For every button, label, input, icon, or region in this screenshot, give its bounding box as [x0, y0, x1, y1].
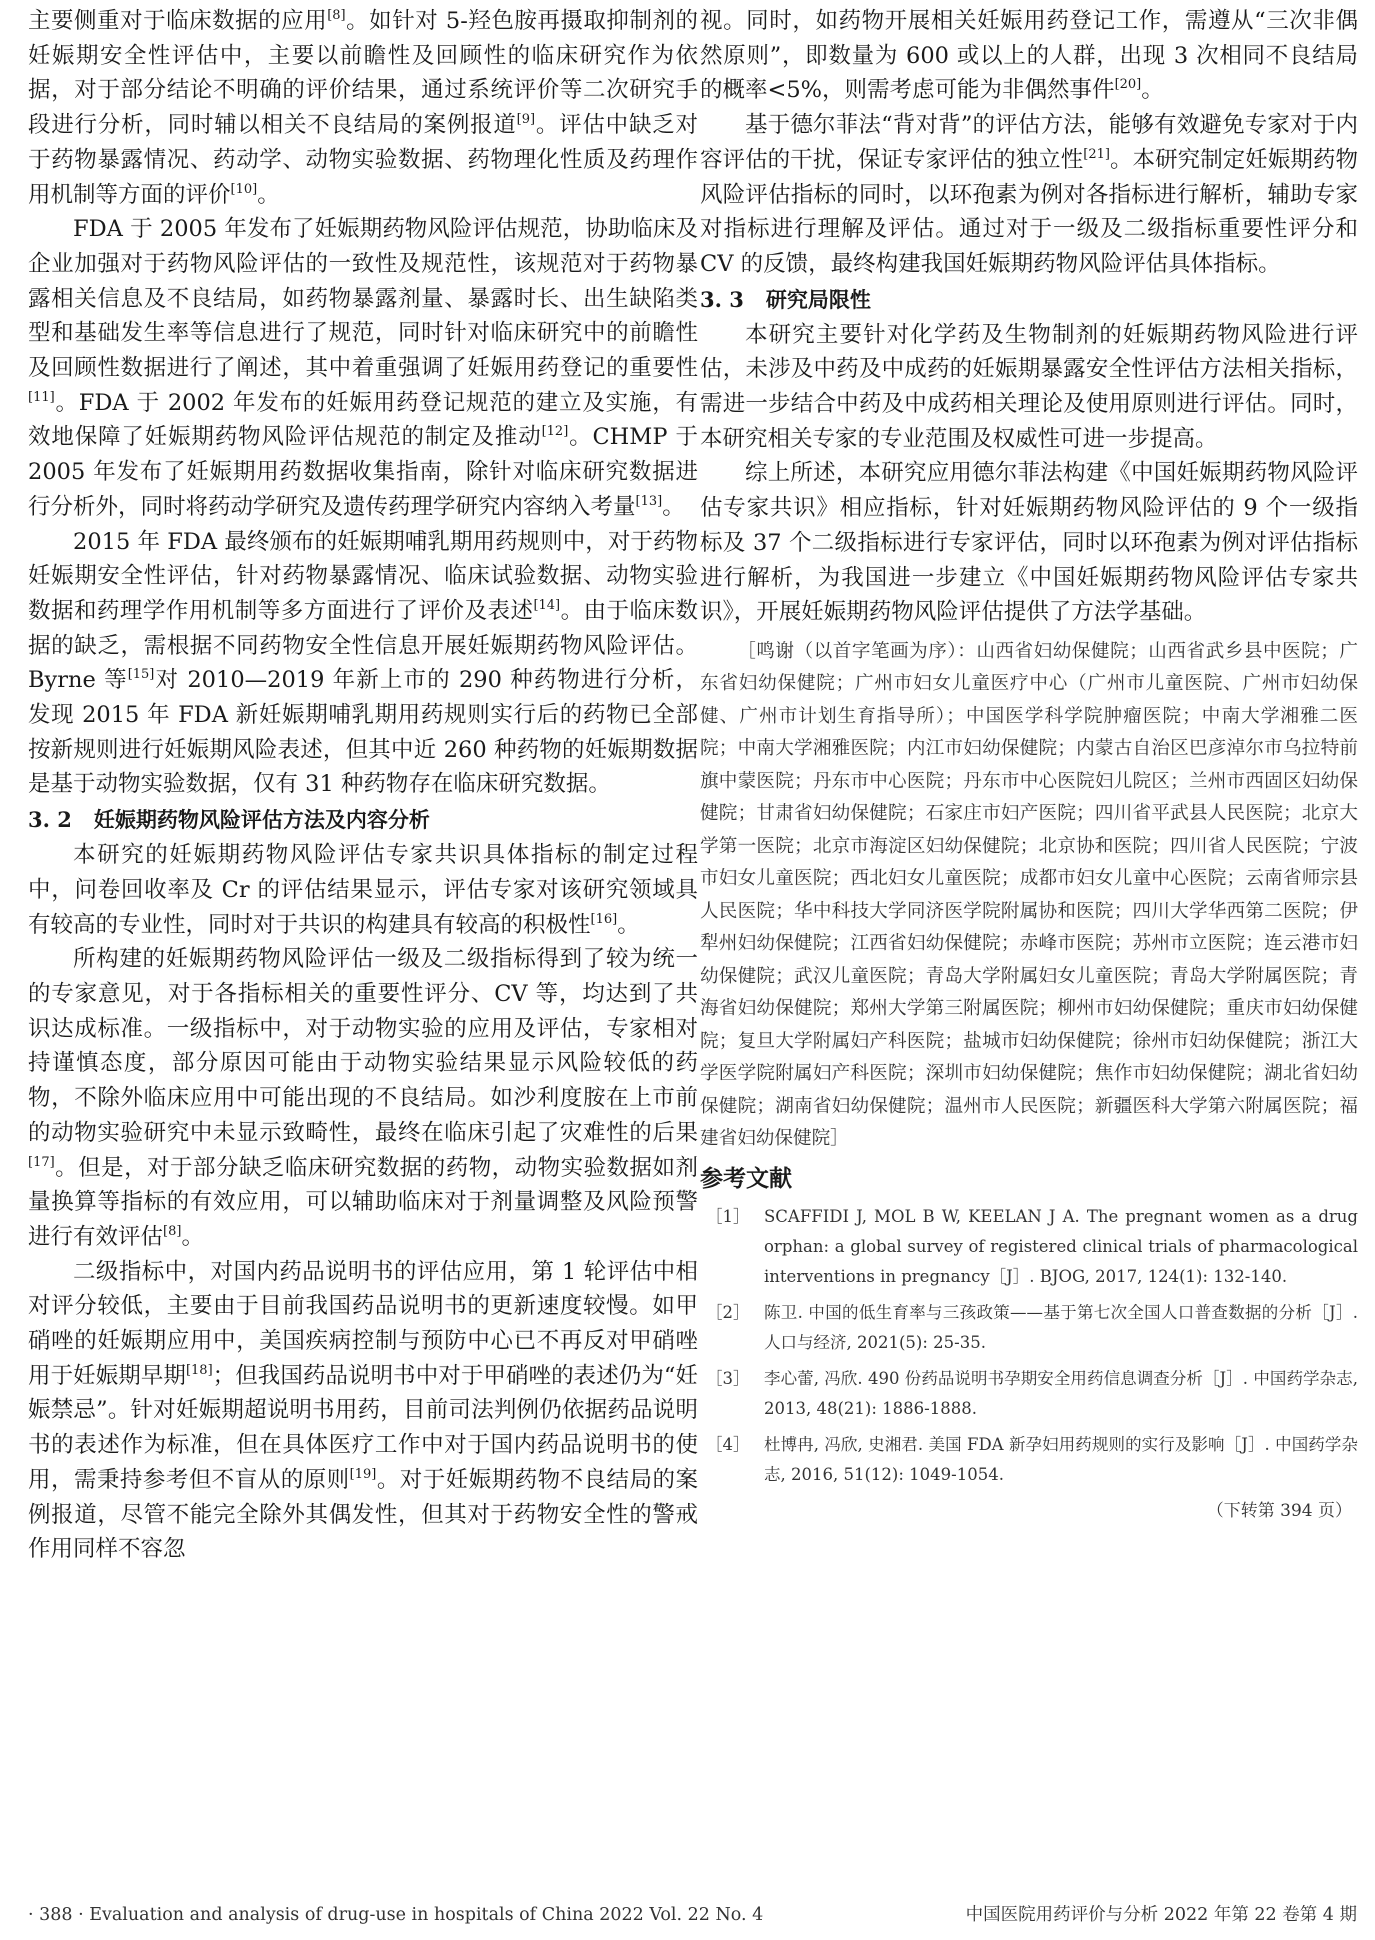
text: 2015 年 FDA 最终颁布的妊娠期哺乳期用药规则中，对于药物妊娠期安全性评估，针对药物暴露情况、临床试验数据、动物实验数据和药理学作用机制等多方面进行了评价及表述	[28, 528, 698, 624]
text: 。对于妊娠期药物不良结局的案例报道，尽管不能完全除外其偶发性，但其对于药物安全性的警戒作用同样不容忽	[28, 1466, 698, 1563]
section-heading	[28, 802, 698, 838]
section-title: 研究局限性	[765, 287, 871, 312]
citation: [9]	[516, 112, 536, 128]
reference-item	[700, 1298, 1358, 1358]
citation: [13]	[635, 493, 663, 509]
text: 。但是，对于部分缺乏临床研究数据的药物，动物实验数据如剂量换算等指标的有效应用，可以辅助临床对于剂量调整及风险预警进行有效评估	[28, 1154, 698, 1250]
reference-text: 杜博冉, 冯欣, 史湘君. 美国 FDA 新孕妇用药规则的实行及影响［J］. 中国药学杂志, 2016, 51(12): 1049-1054.	[764, 1434, 1358, 1484]
text: 。CHMP 于 2005 年发布了妊娠期用药数据收集指南，除针对临床研究数据进行分析外，同时将药动学研究及遗传药理学研究内容纳入考量	[28, 424, 698, 520]
footer-right: 中国医院用药评价与分析 2022 年第 22 卷第 4 期	[965, 1905, 1357, 1925]
text: 。	[617, 911, 640, 938]
text: ；但我国药品说明书中对于甲硝唑的表述仍为“妊娠禁忌”。针对妊娠期超说明书用药，目前司法判例仍依据药品说明书的表述作为标准，但在具体医疗工作中对于国内药品说明书的使用，需秉持参考但不盲从的原则	[28, 1362, 698, 1493]
text: FDA 于 2005 年发布了妊娠期药物风险评估规范，协助临床及企业加强对于药物风险评估的一致性及规范性，该规范对于药物暴露相关信息及不良结局，如药物暴露剂量、暴露时长、出生缺陷类型和基础发生率等信息进行了规范，同时针对临床研究中的前瞻性及回顾性数据进行了阐述，其中着重强调了妊娠用药登记的重要性	[28, 216, 698, 382]
paragraph	[28, 942, 698, 1254]
reference-list	[700, 1202, 1358, 1490]
citation: [16]	[590, 911, 618, 927]
text: 视。同时，如药物开展相关妊娠用药登记工作，需遵从“三次非偶然原则”，即数量为 600 或以上的人群，出现 3 次相同不良结局的概率<5%，则需考虑可能为非偶然事件	[700, 8, 1358, 104]
reference-text: SCAFFIDI J, MOL B W, KEELAN J A. The pregnant women as a drug orphan: a global survey of registered clinical trials of pharmacological interventions in pregnancy［J］. BJOG, 2017, 124(1): 132-140.	[764, 1206, 1358, 1286]
reference-number: ［2］	[706, 1302, 750, 1322]
citation: [15]	[127, 667, 155, 683]
reference-item	[700, 1430, 1358, 1490]
citation: [14]	[533, 597, 561, 613]
paragraph	[700, 108, 1358, 282]
paragraph	[28, 838, 698, 942]
text: 。评估中缺乏对于药物暴露情况、药动学、动物实验数据、药物理化性质及药理作用机制等方面的评价	[28, 112, 698, 208]
left-column	[28, 4, 698, 1567]
section-number: 3. 3	[700, 286, 744, 312]
right-column	[700, 4, 1358, 1526]
citation: [11]	[28, 389, 55, 405]
section-number: 3. 2	[28, 807, 72, 833]
paragraph	[28, 1255, 698, 1567]
paragraph	[28, 4, 698, 212]
citation: [21]	[1083, 146, 1110, 162]
section-title: 妊娠期药物风险评估方法及内容分析	[93, 808, 430, 833]
text: 本研究的妊娠期药物风险评估专家共识具体指标的制定过程中，问卷回收率及 Cr 的评估结果显示，评估专家对该研究领域具有较高的专业性，同时对于共识的构建具有较高的积极性	[28, 842, 698, 938]
paragraph	[28, 212, 698, 524]
paragraph: 本研究主要针对化学药及生物制剂的妊娠期药物风险进行评估，未涉及中药及中成药的妊娠期暴露安全性评估方法相关指标，需进一步结合中药及中成药相关理论及使用原则进行评估。同时，本研究相关专家的专业范围及权威性可进一步提高。	[700, 321, 1358, 452]
text: 主要侧重对于临床数据的应用	[28, 8, 328, 34]
text: 二级指标中，对国内药品说明书的评估应用，第 1 轮评估中相对评分较低，主要由于目前我国药品说明书的更新速度较慢。如甲硝唑的妊娠期应用中，美国疾病控制与预防中心已不再反对甲硝唑用于妊娠期早期	[28, 1258, 698, 1389]
citation: [17]	[28, 1154, 55, 1170]
text: 。由于临床数据的缺乏，需根据不同药物安全性信息开展妊娠期药物风险评估。Byrne 等	[28, 597, 698, 694]
citation: [8]	[327, 8, 346, 23]
footer-left: · 388 · Evaluation and analysis of drug-use in hospitals of China 2022 Vol. 22 No. 4	[28, 1905, 764, 1925]
reference-text: 李心蕾, 冯欣. 490 份药品说明书孕期安全用药信息调查分析［J］. 中国药学杂志, 2013, 48(21): 1886-1888.	[764, 1368, 1358, 1418]
references-heading: 参考文献	[700, 1165, 792, 1192]
text: 所构建的妊娠期药物风险评估一级及二级指标得到了较为统一的专家意见，对于各指标相关的重要性评分、CV 等，均达到了共识达成标准。一级指标中，对于动物实验的应用及评估，专家相对持谨慎态度，部分原因可能由于动物实验结果显示风险较低的药物，不除外临床应用中可能出现的不良结局。如沙利度胺在上市前的动物实验研究中未显示致畸性，最终在临床引起了灾难性的后果	[28, 946, 698, 1146]
text: 。FDA 于 2002 年发布的妊娠用药登记规范的建立及实施，有效地保障了妊娠期药物风险评估规范的制定及推动	[28, 389, 698, 451]
paragraph: 综上所述，本研究应用德尔菲法构建《中国妊娠期药物风险评估专家共识》相应指标，针对妊娠期药物风险评估的 9 个一级指标及 37 个二级指标进行专家评估，同时以环孢素为例对评估指标进行解析，为我国进一步建立《中国妊娠期药物风险评估专家共识》，开展妊娠期药物风险评估提供了方法学基础。	[700, 460, 1358, 626]
text: 。	[662, 493, 685, 520]
text: 基于德尔菲法“背对背”的评估方法，能够有效避免专家对于内容评估的干扰，保证专家评估的独立性	[700, 112, 1358, 173]
reference-item	[700, 1202, 1358, 1292]
citation: [19]	[349, 1466, 377, 1482]
text: 。如针对 5-羟色胺再摄取抑制剂的妊娠期安全性评估中，主要以前瞻性及回顾性的临床研究作为依据，对于部分结论不明确的评价结果，通过系统评价等二次研究手段进行分析，同时辅以相关不良结局的案例报道	[28, 8, 698, 139]
text: 。	[181, 1223, 204, 1250]
citation: [10]	[230, 181, 258, 197]
text: 。本研究制定妊娠期药物风险评估指标的同时，以环孢素为例对各指标进行解析，辅助专家对指标进行理解及评估。通过对于一级及二级指标重要性评分和 CV 的反馈，最终构建我国妊娠期药物风险评估具体指标。	[700, 146, 1358, 277]
text: 。	[1141, 77, 1164, 104]
text: 对 2010—2019 年新上市的 290 种药物进行分析，发现 2015 年 FDA 新妊娠期哺乳期用药规则实行后的药物已全部按新规则进行妊娠期风险表述，但其中近 260 种药物的妊娠期数据是基于动物实验数据，仅有 31 种药物存在临床研究数据。	[28, 667, 698, 798]
paragraph	[28, 525, 698, 803]
reference-number: ［3］	[706, 1368, 750, 1388]
reference-number: ［1］	[706, 1206, 750, 1226]
reference-item	[700, 1364, 1358, 1424]
section-heading	[700, 282, 1358, 318]
citation: [18]	[185, 1362, 213, 1378]
paragraph	[700, 4, 1358, 108]
citation: [12]	[541, 424, 569, 440]
continued-note: （下转第 394 页）	[1206, 1500, 1352, 1521]
page-footer	[28, 1900, 1357, 1930]
reference-number: ［4］	[706, 1434, 750, 1454]
acknowledgements: ［鸣谢（以首字笔画为序）：山西省妇幼保健院；山西省武乡县中医院；广东省妇幼保健院；广州市妇女儿童医疗中心（广州市儿童医院、广州市妇幼保健、广州市计划生育指导所）；中国医学科学院肿瘤医院；中南大学湘雅二医院；中南大学湘雅医院；内江市妇幼保健院；内蒙古自治区巴彦淖尔市乌拉特前旗中蒙医院；丹东市中心医院；丹东市中心医院妇儿院区；兰州市西固区妇幼保健院；甘肃省妇幼保健院；石家庄市妇产医院；四川省平武县人民医院；北京大学第一医院；北京市海淀区妇幼保健院；北京协和医院；四川省人民医院；宁波市妇女儿童医院；西北妇女儿童医院；成都市妇女儿童中心医院；云南省师宗县人民医院；华中科技大学同济医学院附属协和医院；四川大学华西第二医院；伊犁州妇幼保健院；江西省妇幼保健院；赤峰市医院；苏州市立医院；连云港市妇幼保健院；武汉儿童医院；青岛大学附属妇女儿童医院；青岛大学附属医院；青海省妇幼保健院；郑州大学第三附属医院；柳州市妇幼保健院；重庆市妇幼保健院；复旦大学附属妇产科医院；盐城市妇幼保健院；徐州市妇幼保健院；浙江大学医学院附属妇产科医院；深圳市妇幼保健院；焦作市妇幼保健院；湖北省妇幼保健院；湖南省妇幼保健院；温州市人民医院；新疆医科大学第六附属医院；福建省妇幼保健院］	[700, 640, 1358, 1150]
text: 。	[257, 181, 280, 208]
citation: [8]	[163, 1223, 182, 1239]
reference-text: 陈卫. 中国的低生育率与三孩政策——基于第七次全国人口普查数据的分析［J］. 人口与经济, 2021(5): 25-35.	[764, 1302, 1358, 1352]
citation: [20]	[1114, 77, 1142, 93]
